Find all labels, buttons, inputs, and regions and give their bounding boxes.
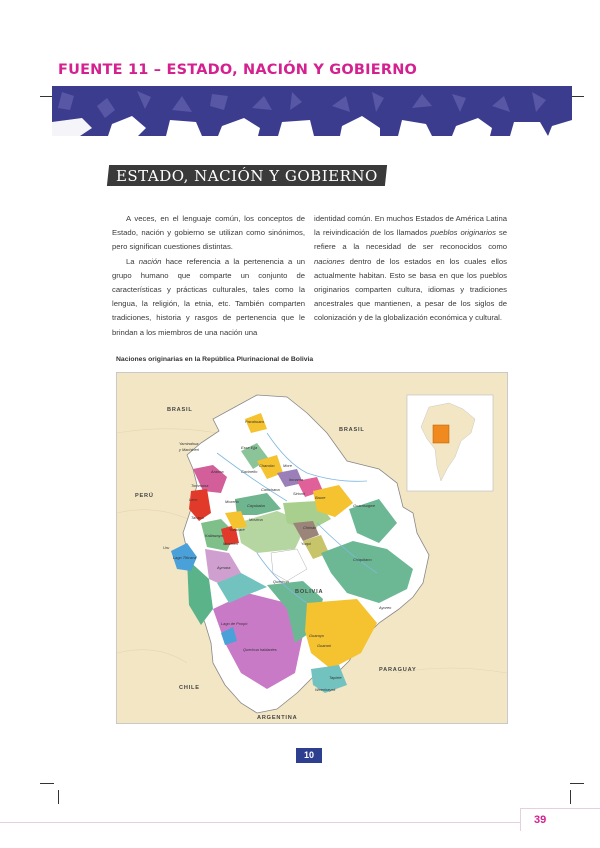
label-aymara: Aymara: [217, 565, 231, 570]
label-cavineno: Cavineño: [241, 469, 258, 474]
label-guarani: Guaraní: [317, 643, 332, 648]
text-column-left: [112, 212, 305, 340]
label-leco: Leco: [189, 497, 198, 502]
label-lago-titicaca: Lago Titicaca: [173, 555, 197, 560]
label-movima: Movima: [249, 517, 263, 522]
page-box: 10: [296, 748, 322, 763]
label-cayubaba: Cayubaba: [247, 503, 265, 508]
label-bolivia: BOLIVIA: [295, 589, 324, 595]
label-tacana: Tacana: [191, 515, 204, 520]
label-itonama: Itonama: [289, 477, 304, 482]
label-more: More: [283, 463, 292, 468]
footer-rule: [0, 822, 520, 823]
label-chile: CHILE: [179, 685, 200, 691]
inset-map: [407, 395, 493, 491]
label-weenhayek: Weenhayek: [315, 687, 336, 692]
label-brasil-west: BRASIL: [167, 407, 193, 413]
text-column-right: [314, 212, 507, 326]
crop-mark: [570, 790, 571, 804]
paragraph: identidad común. En muchos Estados de América Latina la reivindicación de los llamados pueblos originarios se refiere a la necesidad de ser reconocidos como naciones dentro de los estados en los cuales ellos actualmente habitan. Esto se basa en que los pueblos originarios comparten cultura, idiomas y tradiciones ancestrales que mantienen, a pesar de los siglos de colonización y de la globalización económica y cultural.: [314, 214, 508, 323]
label-yuracare: Yuracaré: [229, 527, 245, 532]
decorative-banner: [52, 86, 572, 136]
crop-mark: [570, 96, 584, 97]
label-yuqui: Yuqui: [301, 541, 311, 546]
label-baure: Baure: [315, 495, 326, 500]
paragraph: La nación hace referencia a la pertenencia a un grupo humano que comparte un conjunto de características y prácticas culturales, tales como la lengua, la religión, la etnia, etc. También comparten tradiciones, historia y rasgos de pertenencia que le brindan a los miembros de una nación una: [112, 256, 305, 337]
label-chiman: Chimán: [303, 525, 317, 530]
label-yaminahua: Yaminahua: [179, 441, 199, 446]
footer-tab: [520, 808, 600, 831]
label-uru: Uru: [163, 545, 170, 550]
label-pacahuara: Pacahuara: [245, 419, 264, 424]
label-esse-ejja: Esse Ejja: [241, 445, 258, 450]
page-number: 39: [534, 814, 547, 826]
label-ayoreo: Ayoreo: [379, 605, 392, 610]
label-paraguay: PARAGUAY: [379, 667, 417, 673]
label-mosseten: Mosetén: [223, 541, 238, 546]
crop-mark: [58, 790, 59, 804]
label-callawaya: Kallawaya: [205, 533, 223, 538]
crop-mark: [570, 783, 584, 784]
label-toromona: Toromona: [191, 483, 209, 488]
label-peru: PERÚ: [135, 493, 154, 499]
label-moxeno: Moxeño: [225, 499, 239, 504]
label-guarayo: Guarayo: [309, 633, 324, 638]
paragraph: A veces, en el lenguaje común, los conceptos de Estado, nación y gobierno se utilizan como sinónimos, pero significan cuestiones distintas.: [112, 214, 305, 252]
label-chacobo: Chacobo: [259, 463, 275, 468]
label-canichana: Canichana: [261, 487, 280, 492]
map-caption: Naciones originarias en la República Plurinacional de Bolivia: [116, 356, 314, 363]
label-tapiete: Tapiete: [329, 675, 342, 680]
label-machineri: y Machineri: [179, 447, 199, 452]
label-araona: Araona: [211, 469, 224, 474]
label-brasil-east: BRASIL: [339, 427, 365, 433]
label-sirionó: Sirionó: [293, 491, 306, 496]
label-guarasugwe: Guarasugwe: [353, 503, 376, 508]
label-quechua: Quechua: [273, 579, 289, 584]
label-lago-poopo: Lago de Poopó: [221, 621, 248, 626]
label-chiquitano: Chiquitano: [353, 557, 372, 562]
section-title: ESTADO, NACIÓN Y GOBIERNO: [107, 165, 387, 186]
crop-mark: [40, 783, 54, 784]
bolivia-map: [116, 372, 508, 724]
source-title: FUENTE 11 – ESTADO, NACIÓN Y GOBIERNO: [58, 62, 418, 78]
label-quechua-hablantes: Quechua hablantes: [243, 647, 277, 652]
label-argentina: ARGENTINA: [257, 715, 298, 721]
